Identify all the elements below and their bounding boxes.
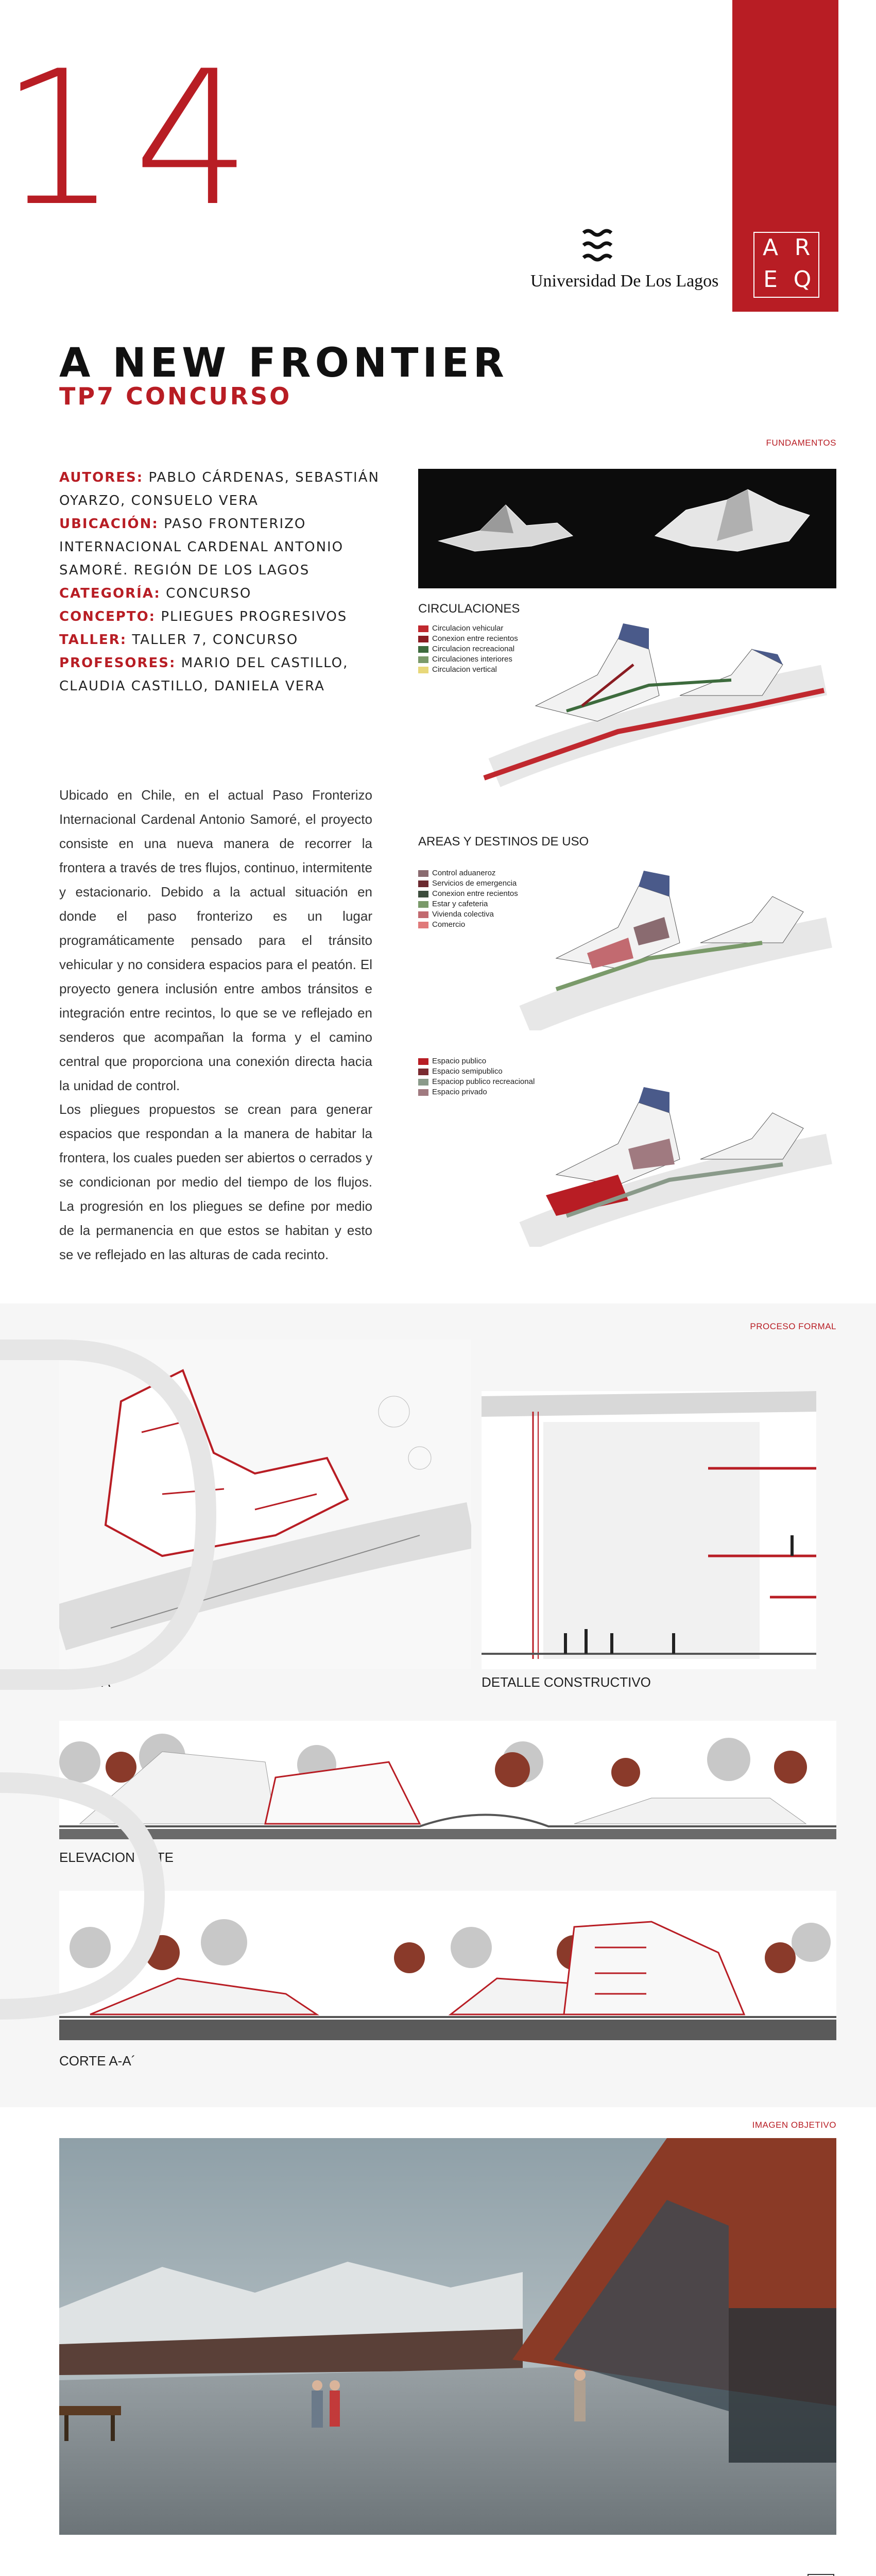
legend-label: Espaciop publico recreacional bbox=[432, 1077, 535, 1086]
university-logo bbox=[530, 227, 719, 291]
footer-areq-logo bbox=[808, 2574, 834, 2576]
legend-item bbox=[418, 899, 518, 909]
legend-label: Servicios de emergencia bbox=[432, 879, 517, 888]
logo-letter: E bbox=[763, 266, 778, 293]
legend-label: Vivienda colectiva bbox=[432, 910, 494, 919]
circulaciones-title: CIRCULACIONES bbox=[418, 602, 520, 616]
credit-value: PLIEGUES PROGRESIVOS bbox=[161, 609, 348, 624]
credit-line bbox=[59, 629, 389, 652]
massing-model-image bbox=[418, 469, 836, 588]
project-subtitle: TP7 CONCURSO bbox=[59, 382, 292, 410]
legend-label: Conexion entre recientos bbox=[432, 634, 518, 643]
credit-value: PABLO CÁRDENAS, SEBASTIÁN OYARZO, CONSUELO VERA bbox=[59, 470, 380, 509]
credit-label: CONCEPTO: bbox=[59, 609, 156, 624]
detalle-drawing bbox=[482, 1391, 816, 1669]
legend-item bbox=[418, 920, 518, 930]
credit-line bbox=[59, 582, 389, 605]
legend-label: Espacio publico bbox=[432, 1057, 487, 1065]
credit-label: TALLER: bbox=[59, 632, 127, 648]
logo-letter: A bbox=[762, 234, 779, 261]
section-label-proceso: PROCESO FORMAL bbox=[750, 1321, 836, 1331]
credit-line bbox=[59, 652, 389, 698]
credit-value: PASO FRONTERIZO INTERNACIONAL CARDENAL ANTONIO SAMORÉ. REGIÓN DE LOS LAGOS bbox=[59, 516, 344, 578]
wave-icon bbox=[579, 227, 615, 264]
legend-label: Estar y cafeteria bbox=[432, 900, 488, 908]
legend-swatch bbox=[418, 1089, 428, 1096]
legend-label: Circulacion recreacional bbox=[432, 645, 515, 653]
university-name: Universidad De Los Lagos bbox=[530, 272, 719, 291]
credit-label: PROFESORES: bbox=[59, 655, 176, 671]
massing-model-panel bbox=[418, 469, 836, 588]
render-image bbox=[59, 2138, 836, 2535]
logo-letter: Q bbox=[793, 266, 812, 293]
credit-value: CONCURSO bbox=[166, 586, 252, 601]
legend-label: Conexion entre recientos bbox=[432, 889, 518, 898]
credits-block bbox=[59, 466, 389, 698]
areas-legend bbox=[418, 868, 518, 930]
espacios-diagram bbox=[515, 1072, 836, 1247]
credit-label: UBICACIÓN: bbox=[59, 516, 159, 532]
legend-label: Comercio bbox=[432, 920, 466, 929]
legend-label: Circulacion vehicular bbox=[432, 624, 504, 633]
credit-line bbox=[59, 513, 389, 582]
legend-swatch bbox=[418, 1058, 428, 1065]
description-paragraph-1: Ubicado en Chile, en el actual Paso Fronterizo Internacional Cardenal Antonio Samoré, el proyecto consiste en una nueva manera de recorrer la frontera a través de tres flujos, continuo, intermitente y estacionario. Debido a la actual situación en donde el paso fronterizo es un lugar programáticamente pensado para el tránsito vehicular y no considera espacios para el peatón. El proyecto genera inclusión entre ambos tránsitos e integración entre recintos, lo que se ve reflejado en senderos que acompañan la forma y el camino central que proporciona una conexión directa hacia la unidad de control. bbox=[59, 787, 372, 1093]
section-label-imagen: IMAGEN OBJETIVO bbox=[752, 2120, 836, 2130]
legend-swatch bbox=[418, 1079, 428, 1086]
project-number: 14 bbox=[0, 31, 267, 247]
legend-label: Espacio semipublico bbox=[432, 1067, 503, 1076]
legend-swatch bbox=[418, 656, 428, 663]
credit-value: TALLER 7, CONCURSO bbox=[132, 632, 299, 648]
legend-swatch bbox=[418, 911, 428, 918]
legend-swatch bbox=[418, 1069, 428, 1075]
legend-swatch bbox=[418, 646, 428, 653]
credit-line bbox=[59, 466, 389, 513]
legend-swatch bbox=[418, 880, 428, 887]
legend-item bbox=[418, 889, 518, 899]
legend-label: Control aduaneroz bbox=[432, 869, 496, 877]
legend-swatch bbox=[418, 922, 428, 928]
circulaciones-diagram bbox=[463, 618, 836, 788]
legend-swatch bbox=[418, 625, 428, 632]
areas-diagram bbox=[515, 855, 836, 1030]
credit-label: CATEGORÍA: bbox=[59, 586, 161, 601]
planta-caption: PLANTA bbox=[59, 1674, 111, 1690]
areas-title: AREAS Y DESTINOS DE USO bbox=[418, 835, 589, 849]
legend-swatch bbox=[418, 636, 428, 642]
elevacion-caption: ELEVACION ESTE bbox=[59, 1850, 174, 1865]
corte-caption: CORTE A-A´ bbox=[59, 2053, 136, 2069]
credit-line bbox=[59, 605, 389, 629]
description-paragraph-2: Los pliegues propuestos se crean para generar espacios que respondan a la manera de habitar la frontera, los cuales pueden ser abiertos o cerrados y se condicionan por medio del tiempo de los flujos. La progresión en los pliegues se define por medio de la permanencia en que estos se habitan y esto se ve reflejado en las alturas de cada recinto. bbox=[59, 1101, 372, 1262]
logo-letter: R bbox=[794, 234, 811, 261]
watermark-letters bbox=[0, 1319, 216, 2040]
legend-swatch bbox=[418, 870, 428, 877]
legend-swatch bbox=[418, 667, 428, 673]
legend-label: Espacio privado bbox=[432, 1088, 487, 1096]
legend-item bbox=[418, 878, 518, 889]
legend-swatch bbox=[418, 901, 428, 908]
credit-label: AUTORES: bbox=[59, 470, 144, 485]
areq-logo bbox=[753, 232, 819, 298]
section-label-fundamentos: FUNDAMENTOS bbox=[766, 438, 836, 448]
legend-label: Circulacion vertical bbox=[432, 665, 497, 674]
project-title: A NEW FRONTIER bbox=[59, 340, 508, 386]
legend-item bbox=[418, 1056, 535, 1066]
legend-item bbox=[418, 909, 518, 920]
legend-label: Circulaciones interiores bbox=[432, 655, 512, 664]
legend-item bbox=[418, 868, 518, 878]
credit-value: MARIO DEL CASTILLO, CLAUDIA CASTILLO, DANIELA VERA bbox=[59, 655, 349, 694]
legend-swatch bbox=[418, 891, 428, 897]
detalle-caption: DETALLE CONSTRUCTIVO bbox=[482, 1674, 651, 1690]
